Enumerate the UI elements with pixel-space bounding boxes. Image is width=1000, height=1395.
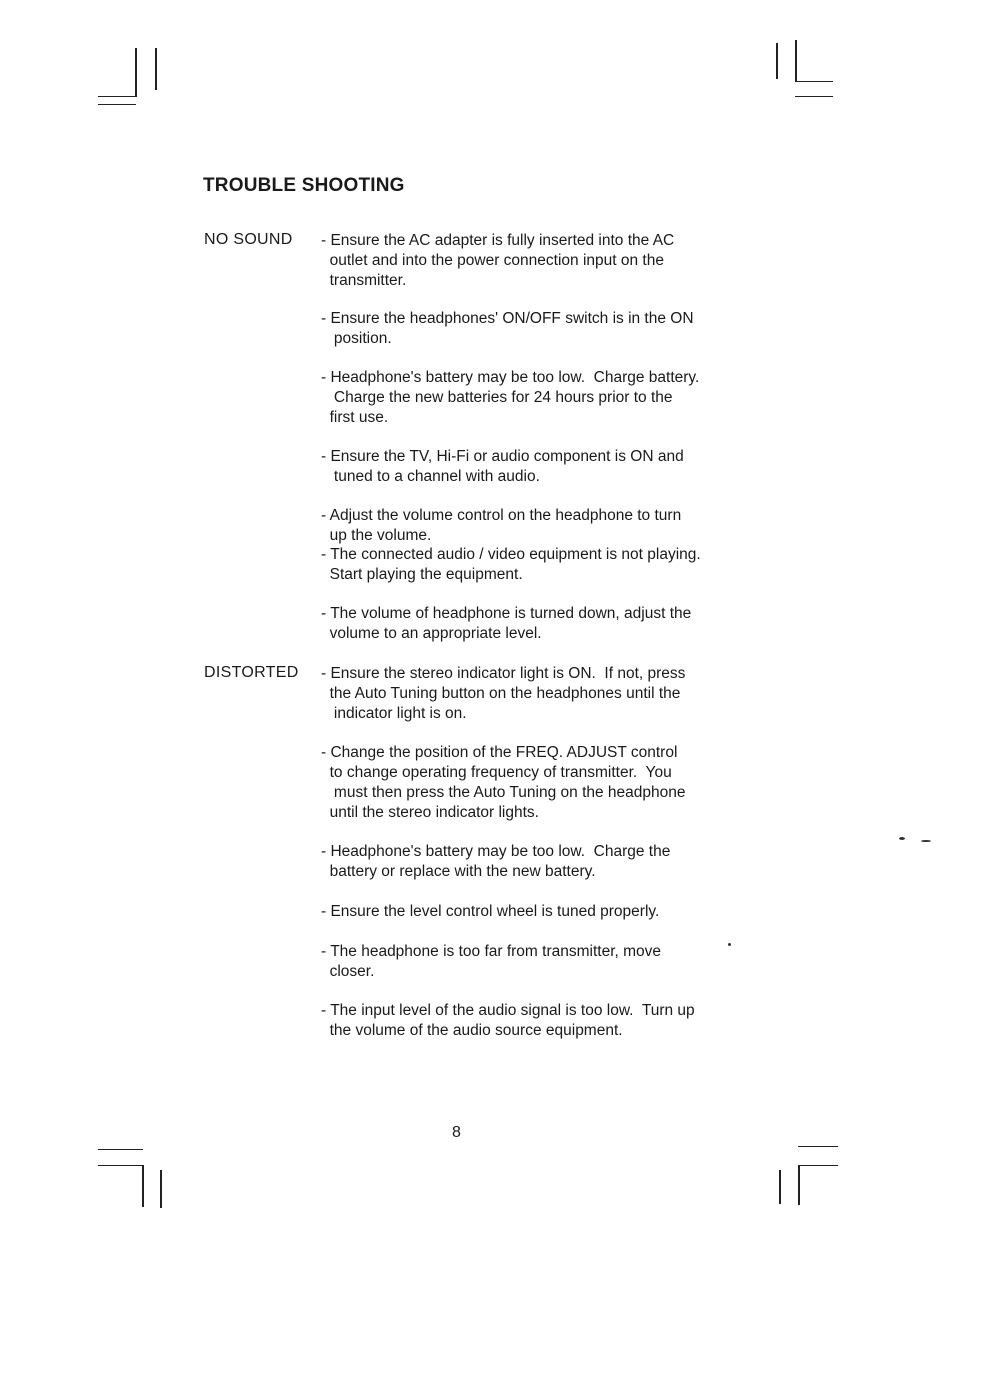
crop-mark-bottom-right: [798, 1146, 838, 1147]
crop-mark-bottom-left: [98, 1149, 143, 1150]
list-item: [321, 368, 761, 428]
crop-mark-bottom-right: [798, 1165, 838, 1166]
list-item-text: - Ensure the TV, Hi-Fi or audio component is ON and tuned to a channel with audio.: [321, 448, 684, 485]
crop-mark-top-right: [776, 43, 778, 79]
page-title: TROUBLE SHOOTING: [203, 175, 405, 196]
list-item: [321, 231, 761, 291]
list-item-text: - Adjust the volume control on the headphone to turn up the volume.: [321, 507, 682, 544]
list-item-text: - Headphone's battery may be too low. Charge battery. Charge the new batteries for 24 hours prior to the first use.: [321, 369, 700, 426]
crop-mark-bottom-right: [779, 1170, 781, 1204]
crop-mark-top-left: [135, 48, 137, 97]
crop-mark-top-right: [795, 81, 833, 82]
crop-mark-bottom-right: [798, 1165, 800, 1205]
list-item: [321, 1001, 761, 1041]
crop-mark-top-right: [795, 40, 797, 82]
list-item: [321, 902, 761, 922]
list-item-text: - Ensure the level control wheel is tuned properly.: [321, 903, 660, 920]
list-item: [321, 743, 761, 823]
list-item: [321, 506, 761, 546]
list-item: [321, 447, 761, 487]
list-item-text: - Ensure the AC adapter is fully inserted into the AC outlet and into the power connection input on the transmitter.: [321, 232, 675, 289]
crop-mark-bottom-left: [160, 1170, 162, 1208]
list-item-text: - The connected audio / video equipment is not playing. Start playing the equipment.: [321, 546, 701, 583]
section-label: DISTORTED: [204, 664, 299, 681]
crop-mark-top-right: [795, 96, 833, 97]
list-item: [321, 309, 761, 349]
list-item: [321, 545, 761, 585]
crop-mark-top-left: [98, 96, 136, 97]
list-item: [321, 604, 761, 644]
section-label: NO SOUND: [204, 231, 293, 248]
page-number: 8: [452, 1124, 461, 1141]
crop-mark-bottom-left: [98, 1165, 143, 1166]
list-item: [321, 942, 761, 982]
crop-mark-bottom-left: [142, 1165, 144, 1207]
list-item: [321, 842, 761, 882]
list-item-text: - The input level of the audio signal is too low. Turn up the volume of the audio source equipment.: [321, 1002, 695, 1039]
crop-mark-top-left: [98, 104, 136, 105]
list-item: [321, 664, 761, 724]
list-item-text: - Change the position of the FREQ. ADJUST control to change operating frequency of transmitter. You must then press the Auto Tuning on the headphone until the stereo indicator lights.: [321, 744, 686, 821]
list-item-text: - Ensure the stereo indicator light is ON. If not, press the Auto Tuning button on the headphones until the indicator light is on.: [321, 665, 686, 722]
scan-speck: [921, 840, 931, 842]
list-item-text: - Ensure the headphones' ON/OFF switch is in the ON position.: [321, 310, 694, 347]
scan-speck: [899, 837, 905, 840]
list-item-text: - The volume of headphone is turned down, adjust the volume to an appropriate level.: [321, 605, 692, 642]
crop-mark-top-left: [155, 48, 157, 90]
list-item-text: - The headphone is too far from transmitter, move closer.: [321, 943, 662, 980]
list-item-text: - Headphone's battery may be too low. Charge the battery or replace with the new battery.: [321, 843, 671, 880]
